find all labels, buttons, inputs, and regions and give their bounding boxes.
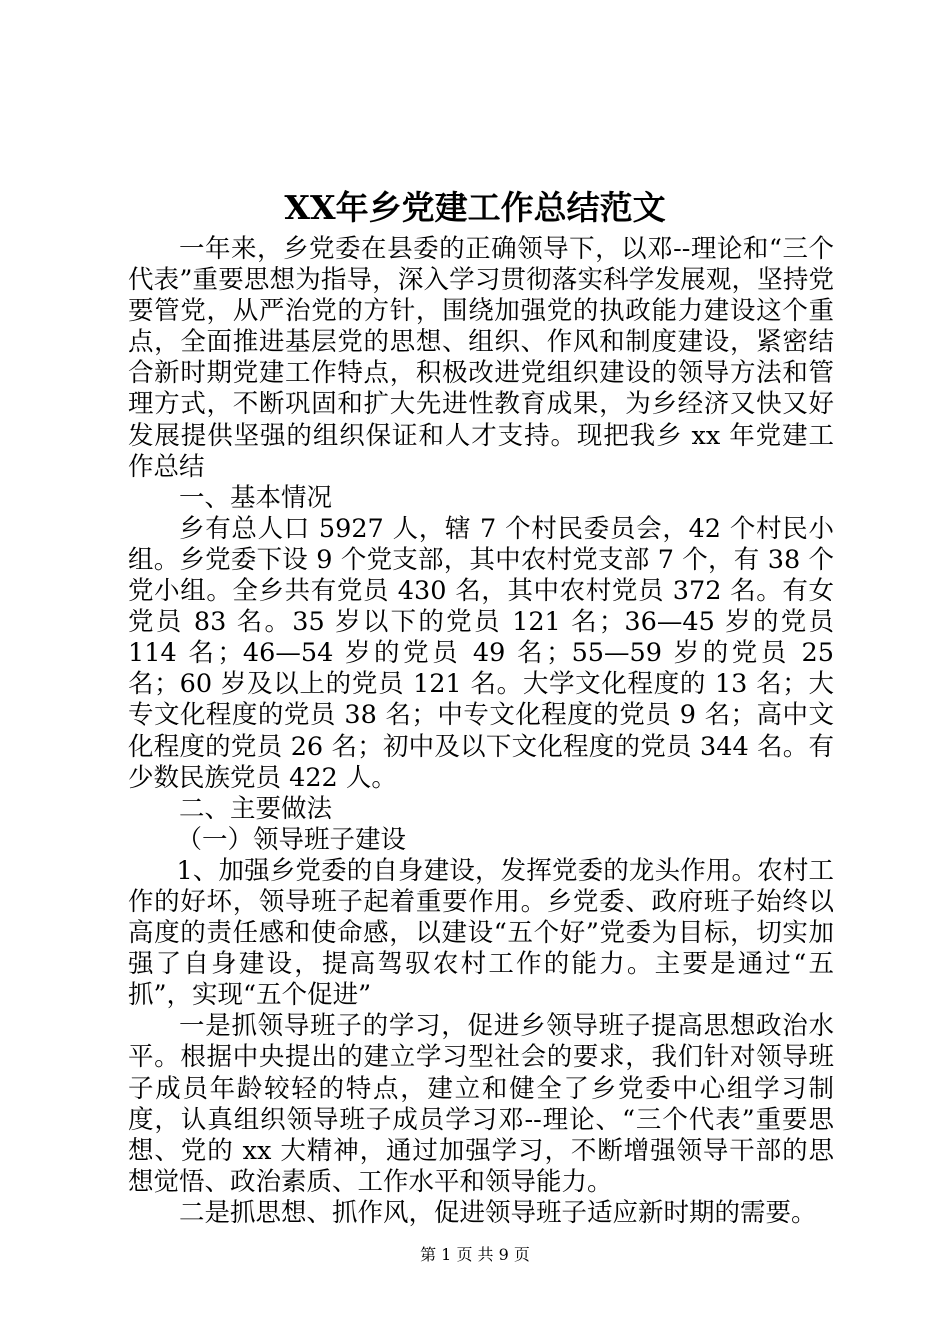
document-title: XX年乡党建工作总结范文 [284, 188, 666, 227]
paragraph-intro: 一年来，乡党委在县委的正确领导下，以邓--理论和“三个代表”重要思想为指导，深入学习贯彻落实科学发展观，坚持党要管党，从严治党的方针，围绕加强党的执政能力建设这个重点，全面推进基层党的思想、组织、作风和制度建设，紧密结合新时期党建工作特点，积极改进党组织建设的领导方法和管理方式，不断巩固和扩大先进性教育成果，为乡经济又快又好发展提供坚强的组织保证和人才支持。现把我乡 xx 年党建工作总结 [128, 234, 834, 482]
document-body [128, 234, 834, 1229]
heading-basic-situation: 一、基本情况 [179, 482, 333, 513]
paragraph-study: 一是抓领导班子的学习，促进乡领导班子提高思想政治水平。根据中央提出的建立学习型社会的要求，我们针对领导班子成员年龄较轻的特点，建立和健全了乡党委中心组学习制度，认真组织领导班子成员学习邓--理论、“三个代表”重要思想、党的 xx 大精神，通过加强学习，不断增强领导干部的思想觉悟、政治素质、工作水平和领导能力。 [128, 1011, 834, 1197]
heading-leadership-building: （一）领导班子建设 [176, 824, 406, 855]
page-footer: 第 1 页 共 9 页 [420, 1245, 530, 1264]
paragraph-style: 二是抓思想、抓作风，促进领导班子适应新时期的需要。 [179, 1197, 817, 1228]
paragraph-basic-situation: 乡有总人口 5927 人，辖 7 个村民委员会，42 个村民小组。乡党委下设 9 个党支部，其中农村党支部 7 个，有 38 个党小组。全乡共有党员 430 名，其中农村党员 372 名。有女党员 83 名。35 岁以下的党员 121 名；36—45 岁的党员 114 名；46—54 岁的党员 49 名；55—59 岁的党员 25 名；60 岁及以上的党员 121 名。大学文化程度的 13 名；大专文化程度的党员 38 名；中专文化程度的党员 9 名；高中文化程度的党员 26 名；初中及以下文化程度的党员 344 名。有少数民族党员 422 人。 [128, 513, 834, 793]
paragraph-party-committee: 1、加强乡党委的自身建设，发挥党委的龙头作用。农村工作的好坏，领导班子起着重要作用。乡党委、政府班子始终以高度的责任感和使命感，以建设“五个好”党委为目标，切实加强了自身建设，提高驾驭农村工作的能力。主要是通过“五抓”，实现“五个促进” [128, 855, 834, 1011]
heading-main-practices: 二、主要做法 [179, 793, 333, 824]
